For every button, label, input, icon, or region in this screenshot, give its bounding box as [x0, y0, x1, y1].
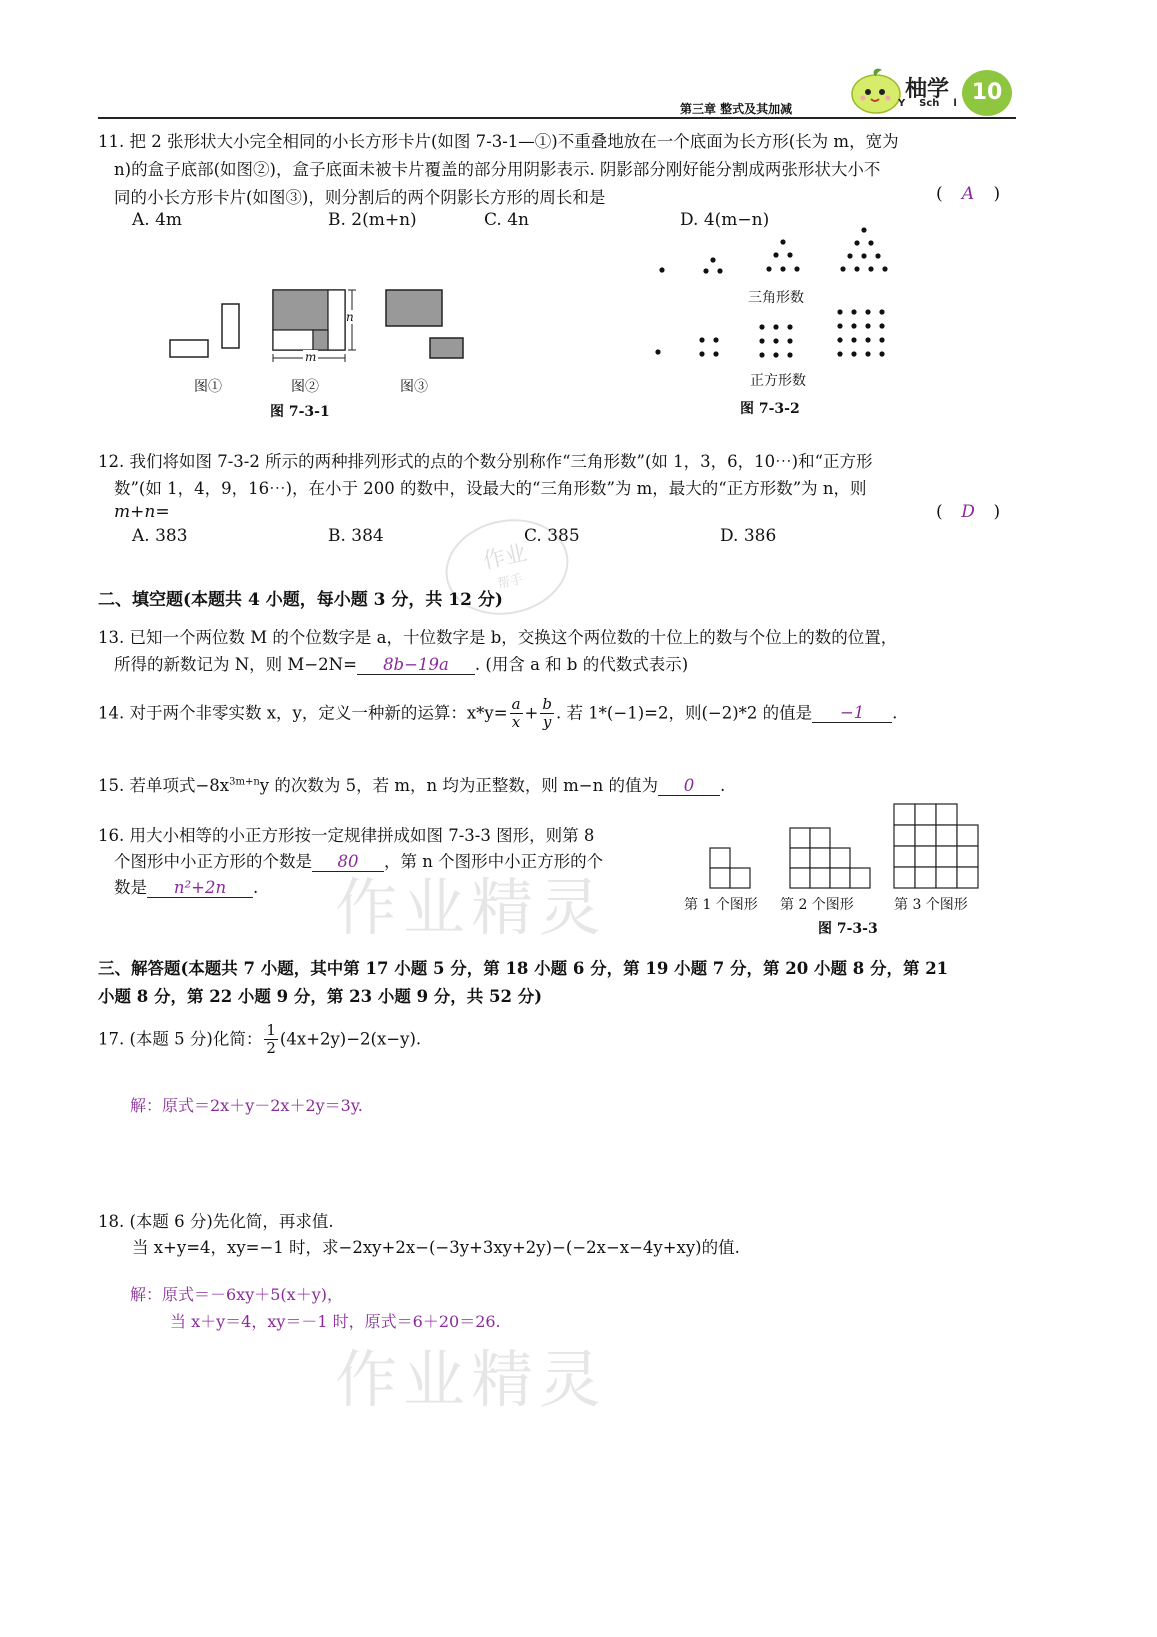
q11-option-d: D. 4(m−n)	[680, 210, 770, 230]
frac-num: a	[511, 695, 521, 713]
page-number: 10	[971, 80, 1003, 105]
q12-line3: m+n=	[114, 502, 170, 522]
watermark-stamp-bottom: 帮手	[495, 572, 525, 593]
q12-line2: 数”(如 1，4，9，16⋯)，在小于 200 的数中，设最大的“三角形数”为 m，最大的“正方形数”为 n，则	[114, 479, 867, 498]
q13-line2-post: . (用含 a 和 b 的代数式表示)	[474, 655, 689, 674]
paren-close: )	[993, 502, 1001, 522]
q18-line1: 18. (本题 6 分)先化简，再求值.	[98, 1212, 334, 1231]
q12-option-a: A. 383	[132, 526, 188, 546]
q16-line3	[114, 874, 258, 898]
watermark: 作业精灵	[335, 1343, 608, 1416]
q14-answer: −1	[812, 703, 892, 723]
frac-den: y	[542, 713, 552, 732]
q11-line3: 同的小长方形卡片(如图③)，则分割后的两个阴影长方形的周长和是	[114, 188, 606, 207]
q16-answer-1: 80	[312, 852, 384, 872]
brand-sub: Y Sch l	[898, 98, 957, 109]
watermark: 作业精灵	[335, 871, 608, 944]
q16-answer-2: n²+2n	[147, 878, 253, 898]
fig-caption-7-3-2: 图 7-3-2	[740, 401, 800, 417]
q14-post: .	[892, 703, 898, 723]
q11-option-b: B. 2(m+n)	[328, 210, 417, 230]
chapter-title: 第三章 整式及其加减	[680, 102, 793, 116]
triangle-number-label: 三角形数	[748, 290, 804, 306]
figure-7-3-2-drawing	[640, 222, 920, 422]
q16-line3-pre: 数是	[114, 878, 147, 897]
q12-answer: D	[961, 502, 975, 522]
q15-exponent: 3m+n	[229, 776, 260, 788]
q12-option-b: B. 384	[328, 526, 384, 546]
q14-frac-b-y	[540, 696, 554, 732]
q16-line2	[114, 848, 603, 872]
q13-line2-pre: 所得的新数记为 N，则 M−2N=	[114, 655, 357, 674]
q14-plus: +	[524, 703, 539, 723]
q16-line1: 16. 用大小相等的小正方形按一定规律拼成如图 7-3-3 图形，则第 8	[98, 826, 595, 845]
fig733-label-1: 第 1 个图形	[684, 897, 758, 913]
q16-line3-post: .	[253, 878, 259, 897]
q18-solution-line2: 当 x＋y＝4，xy＝－1 时，原式＝6＋20＝26.	[170, 1312, 501, 1331]
figure-7-3-2	[640, 222, 920, 422]
paren-open: (	[936, 502, 943, 522]
q12-option-c: C. 385	[524, 526, 580, 546]
q13-line1: 13. 已知一个两位数 M 的个位数字是 a，十位数字是 b，交换这个两位数的十位上的数与个位上的数的位置，	[98, 628, 898, 647]
q12-line1: 12. 我们将如图 7-3-2 所示的两种排列形式的点的个数分别称作“三角形数”(如 1，3，6，10⋯)和“正方形	[98, 452, 873, 471]
paren-open: (	[936, 184, 943, 204]
brand-logo: 柚学	[905, 77, 950, 102]
fig-caption-7-3-1: 图 7-3-1	[270, 404, 330, 420]
q15-post: .	[719, 776, 726, 795]
page-header	[0, 0, 1157, 125]
q12-option-d: D. 386	[720, 526, 777, 546]
q17-post: (4x+2y)−2(x−y).	[279, 1029, 422, 1049]
frac-num: b	[542, 695, 552, 713]
figure-7-3-1	[160, 280, 480, 425]
q17-line	[98, 1022, 421, 1058]
watermark-stamp-top: 作业	[480, 540, 530, 575]
header-rule	[98, 117, 1016, 119]
fig-caption-7-3-3: 图 7-3-3	[818, 921, 878, 937]
dim-n-label: n	[346, 310, 354, 324]
q12-answer-bracket	[936, 502, 1000, 522]
q16-line2-post: ，第 n 个图形中小正方形的个	[384, 852, 604, 871]
figure-7-3-3-drawing	[680, 800, 1010, 890]
fig-label-2: 图②	[291, 379, 319, 395]
section3-line2: 小题 8 分，第 22 小题 9 分，第 23 小题 9 分，共 52 分)	[98, 987, 543, 1006]
fig733-label-2: 第 2 个图形	[780, 897, 854, 913]
q14-mid: . 若 1*(−1)=2，则(−2)*2 的值是	[555, 703, 813, 723]
paren-close: )	[993, 184, 1001, 204]
q11-option-c: C. 4n	[484, 210, 529, 230]
q15-pre: 15. 若单项式−8x	[98, 776, 230, 795]
q14-line	[98, 696, 897, 732]
figure-7-3-3	[680, 800, 1010, 940]
frac-num: 1	[266, 1021, 276, 1039]
q11-answer-bracket	[936, 184, 1000, 204]
pomelo-icon	[848, 66, 904, 114]
section2-title: 二、填空题(本题共 4 小题，每小题 3 分，共 12 分)	[98, 590, 503, 610]
q11-answer: A	[961, 184, 975, 204]
q15-mid: y 的次数为 5，若 m，n 均为正整数，则 m−n 的值为	[259, 776, 658, 795]
q15-answer: 0	[658, 776, 720, 796]
dim-m-label: m	[305, 350, 317, 364]
fig-label-3: 图③	[400, 379, 428, 395]
page-number-badge	[962, 70, 1012, 116]
fig733-label-3: 第 3 个图形	[894, 897, 968, 913]
q14-frac-a-x	[510, 696, 523, 732]
section3-line1: 三、解答题(本题共 7 小题，其中第 17 小题 5 分，第 18 小题 6 分，第 19 小题 7 分，第 20 小题 8 分，第 21	[98, 959, 949, 978]
square-number-label: 正方形数	[750, 373, 806, 389]
q14-pre: 14. 对于两个非零实数 x，y，定义一种新的运算：x*y=	[98, 703, 508, 723]
frac-den: 2	[266, 1039, 276, 1058]
fig-label-1: 图①	[194, 379, 222, 395]
q13-answer: 8b−19a	[357, 655, 475, 675]
q11-option-a: A. 4m	[132, 210, 183, 230]
q11-line2: n)的盒子底部(如图②)，盒子底面未被卡片覆盖的部分用阴影表示. 阴影部分刚好能分割成两张形状大小不	[114, 160, 881, 179]
frac-den: x	[511, 713, 521, 732]
q18-solution-line1: 解：原式＝－6xy＋5(x＋y)，	[130, 1285, 343, 1304]
q17-pre: 17. (本题 5 分)化简：	[98, 1029, 263, 1049]
q11-line1: 11. 把 2 张形状大小完全相同的小长方形卡片(如图 7-3-1—①)不重叠地放在一个底面为长方形(长为 m，宽为	[98, 132, 899, 151]
q17-frac-half	[264, 1022, 278, 1058]
q13-line2	[114, 651, 688, 675]
q18-line2: 当 x+y=4，xy=−1 时，求−2xy+2x−(−3y+3xy+2y)−(−2x−x−4y+xy)的值.	[132, 1238, 740, 1257]
q16-line2-pre: 个图形中小正方形的个数是	[114, 852, 312, 871]
q15-line	[98, 772, 725, 796]
q17-solution: 解：原式＝2x＋y－2x＋2y＝3y.	[130, 1096, 363, 1115]
